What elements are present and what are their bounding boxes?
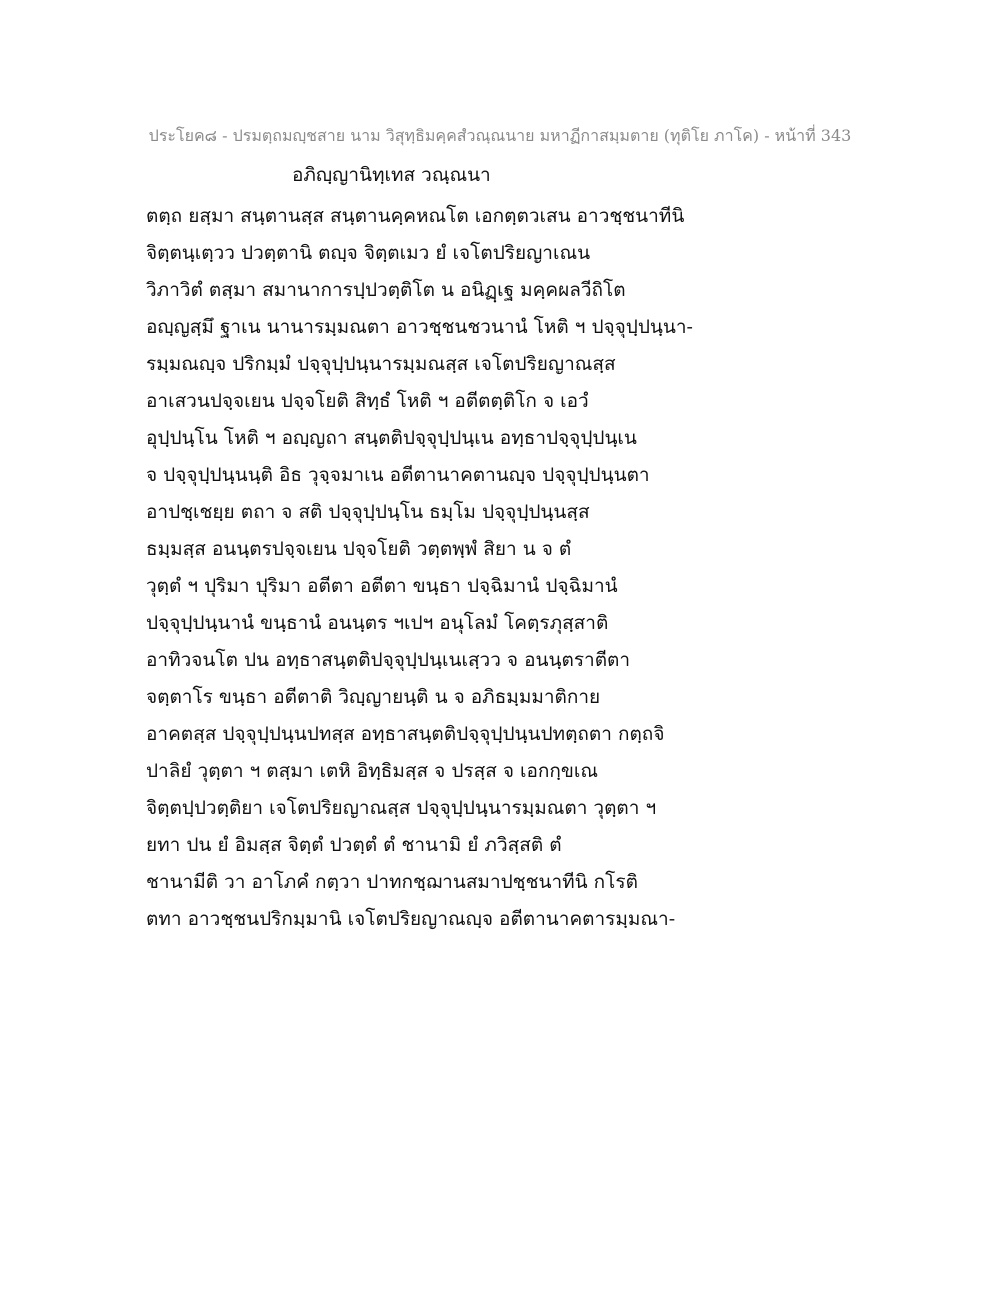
text-line: อาทิวจนโต ปน อทฺธาสนฺตติปจฺจุปฺปนฺเนเสฺวว จ อนนฺตราตีตา: [146, 649, 631, 671]
text-line: อญฺญสฺมึ ฐาเน นานารมฺมณตา อาวชฺชนชวนานํ โหติ ฯ ปจฺจุปฺปนฺนา-: [146, 316, 693, 338]
text-line: จตฺตาโร ขนฺธา อตีตาติ วิญฺญายนฺติ น จ อภิธมฺมมาติกาย: [146, 686, 601, 708]
text-line: จ ปจฺจุปฺปนฺนนฺติ อิธ วุจฺจมาเน อตีตานาคตานญฺจ ปจฺจุปฺปนฺนตา: [146, 464, 650, 486]
text-line: รมฺมณญฺจ ปริกมฺมํ ปจฺจุปฺปนฺนารมฺมณสฺส เจโตปริยญาณสฺส: [146, 353, 616, 375]
text-line: อุปฺปนฺโน โหติ ฯ อญฺญถา สนฺตติปจฺจุปฺปนฺเน อทฺธาปจฺจุปฺปนฺเน: [146, 427, 637, 449]
section-title: อภิญฺญานิทฺเทส วณฺณนา: [292, 164, 491, 186]
text-line: วุตฺตํ ฯ ปุริมา ปุริมา อตีตา อตีตา ขนฺธา ปจฺฉิมานํ ปจฺฉิมานํ: [146, 575, 618, 597]
text-line: จิตฺตปฺปวตฺติยา เจโตปริยญาณสฺส ปจฺจุปฺปนฺนารมฺมณตา วุตฺตา ฯ: [146, 797, 657, 819]
body-text: [146, 198, 866, 938]
text-line: ยทา ปน ยํ อิมสฺส จิตฺตํ ปวตฺตํ ตํ ชานามิ ยํ ภวิสฺสติ ตํ: [146, 834, 562, 856]
text-line: จิตฺตนฺเตฺวว ปวตฺตานิ ตญฺจ จิตฺตเมว ยํ เจโตปริยญาเณน: [146, 242, 591, 264]
running-header: ประโยค๘ - ปรมตฺถมญฺชสาย นาม วิสุทฺธิมคฺคสํวณฺณนาย มหาฏีกาสมฺมตาย (ทุติโย ภาโค) - หน้าที่ 343: [148, 126, 852, 145]
text-line: วิภาวิตํ ตสฺมา สมานาการปฺปวตฺติโต น อนิฏฺเฐ มคฺคผลวีถิโต: [146, 279, 626, 301]
text-line: อาเสวนปจฺจเยน ปจฺจโยติ สิทฺธํ โหติ ฯ อตีตตฺติโก จ เอวํ: [146, 390, 589, 412]
text-line: ปาลิยํ วุตฺตา ฯ ตสฺมา เตหิ อิทฺธิมสฺส จ ปรสฺส จ เอกกฺขเณ: [146, 760, 599, 782]
text-line: ตตฺถ ยสฺมา สนฺตานสฺส สนฺตานคฺคหณโต เอกตฺตวเสน อาวชฺชนาทีนิ: [146, 205, 685, 227]
text-line: อาปชฺเชยฺย ตถา จ สติ ปจฺจุปฺปนฺโน ธมฺโม ปจฺจุปฺปนฺนสฺส: [146, 501, 590, 523]
text-line: อาคตสฺส ปจฺจุปฺปนฺนปทสฺส อทฺธาสนฺตติปจฺจุปฺปนฺนปทตฺถตา กตฺถจิ: [146, 723, 665, 745]
text-line: ตทา อาวชฺชนปริกมฺมานิ เจโตปริยญาณญฺจ อตีตานาคตารมฺมณา-: [146, 908, 676, 930]
text-line: ปจฺจุปฺปนฺนานํ ขนฺธานํ อนนฺตร ฯเปฯ อนุโลมํ โคตฺรภุสฺสาติ: [146, 612, 609, 634]
text-line: ธมฺมสฺส อนนฺตรปจฺจเยน ปจฺจโยติ วตฺตพฺพํ สิยา น จ ตํ: [146, 538, 572, 560]
text-line: ชานามีติ วา อาโภคํ กตฺวา ปาทกชฺฌานสมาปชฺชนาทีนิ กโรติ: [146, 871, 638, 893]
